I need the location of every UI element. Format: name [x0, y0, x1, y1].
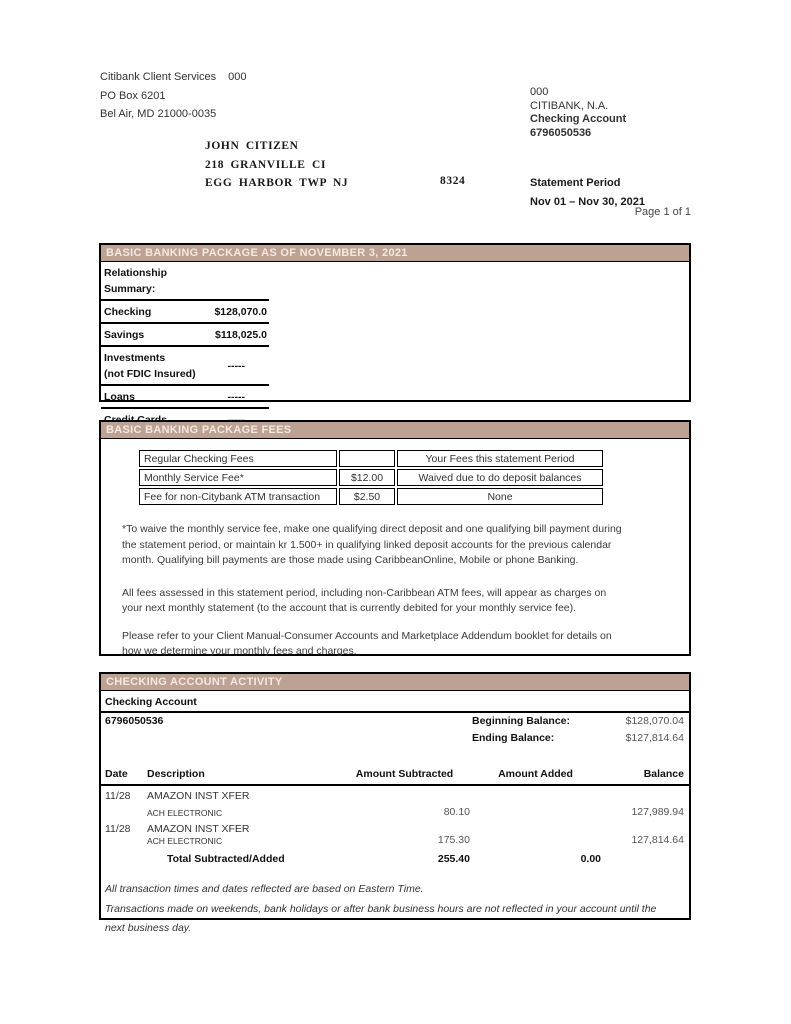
table-row — [101, 301, 269, 324]
fee-item: Fee for non-Citybank ATM transaction — [139, 488, 337, 505]
transaction-subdescription: ACH ELECTRONIC — [147, 836, 223, 846]
table-row — [139, 488, 603, 505]
recipient-address-block — [205, 137, 348, 193]
ending-balance-row — [101, 730, 689, 747]
total-subtracted: 255.40 — [437, 853, 470, 865]
col-header-description: Description — [147, 768, 205, 780]
fee-amount: $12.00 — [339, 469, 395, 486]
page-number: Page 1 of 1 — [634, 206, 691, 218]
ending-balance-label: Ending Balance: — [472, 732, 555, 744]
activity-subtitle: Checking Account — [101, 691, 689, 713]
sender-address-block — [100, 68, 247, 124]
table-row — [101, 324, 269, 347]
fee-status: Waived due to do deposit balances — [397, 469, 603, 486]
section-banking-package-fees — [99, 420, 691, 656]
beginning-balance-label: Beginning Balance: — [472, 715, 571, 727]
section-title-banking-package: BASIC BANKING PACKAGE AS OF NOVEMBER 3, 2021 — [101, 245, 689, 262]
col-header-amount-added: Amount Added — [498, 768, 573, 780]
section-title-package-fees: BASIC BANKING PACKAGE FEES — [101, 422, 689, 439]
transactions-total-row — [101, 847, 689, 866]
transactions-table — [101, 767, 689, 866]
account-number: 6796050536 — [530, 126, 592, 139]
row-label-line2: Summary: — [104, 283, 156, 295]
footnote-eastern-time: All transaction times and dates reflected are based on Eastern Time. — [105, 883, 424, 895]
transaction-balance: 127,814.64 — [631, 834, 684, 846]
beginning-balance-value: $128,070.04 — [625, 715, 684, 727]
fee-amount — [339, 450, 395, 467]
total-added: 0.00 — [580, 853, 601, 865]
transaction-subdescription: ACH ELECTRONIC — [147, 808, 223, 818]
fee-amount: $2.50 — [339, 488, 395, 505]
route-code: 8324 — [440, 175, 466, 187]
recipient-address-line2: EGG HARBOR TWP NJ — [205, 177, 349, 189]
sender-po-box: PO Box 6201 — [100, 89, 166, 102]
fees-table — [137, 448, 605, 507]
transaction-description: AMAZON INST XFER — [147, 790, 250, 802]
table-row — [139, 469, 603, 486]
sender-name: Citibank Client Services — [100, 71, 217, 83]
sender-name-line — [100, 68, 247, 87]
row-label: Relationship — [104, 267, 168, 279]
table-row — [101, 386, 269, 409]
transaction-row — [101, 786, 689, 819]
bank-name: CITIBANK, N.A. — [530, 99, 609, 112]
row-value: $118,025.0 — [215, 329, 267, 341]
fee-item: Regular Checking Fees — [139, 450, 337, 467]
row-label-line2: (not FDIC Insured) — [104, 368, 196, 380]
transaction-date: 11/28 — [105, 823, 131, 835]
section-title-account-activity: CHECKING ACCOUNT ACTIVITY — [101, 674, 689, 691]
client-manual-note: Please refer to your Client Manual-Consumer Accounts and Marketplace Addendum booklet for details on how we determine your monthly fees and charges. — [122, 629, 612, 657]
recipient-name: JOHN CITIZEN — [205, 140, 299, 152]
activity-account-number: 6796050536 — [105, 715, 164, 727]
col-header-balance: Balance — [643, 768, 684, 780]
row-value: ----- — [227, 360, 245, 372]
row-label: Checking — [104, 306, 152, 318]
recipient-address-line1: 218 GRANVILLE CI — [205, 158, 327, 171]
ending-balance-value: $127,814.64 — [625, 732, 684, 744]
fee-item: Monthly Service Fee* — [139, 469, 337, 486]
bank-account-block — [530, 86, 626, 140]
fee-status: None — [397, 488, 603, 505]
sender-code: 000 — [228, 71, 247, 83]
fee-assessment-note: All fees assessed in this statement period, including non-Caribbean ATM fees, will appear as charges on your next monthly statement (to the account that is currently debited for your monthly service fee). — [122, 586, 607, 614]
table-row — [101, 262, 269, 301]
transaction-amount-subtracted: 175.30 — [437, 834, 470, 846]
col-header-date: Date — [105, 768, 128, 780]
activity-footnotes — [105, 880, 679, 938]
account-type: Checking Account — [530, 113, 627, 125]
row-value: ----- — [227, 391, 245, 403]
total-label: Total Subtracted/Added — [167, 853, 285, 865]
statement-period-label: Statement Period — [530, 177, 621, 189]
beginning-balance-row — [101, 713, 689, 730]
table-row — [139, 450, 603, 467]
bank-code: 000 — [530, 86, 549, 98]
sender-city-line: Bel Air, MD 21000-0035 — [100, 108, 217, 120]
transaction-description: AMAZON INST XFER — [147, 823, 250, 835]
statement-period-value: Nov 01 – Nov 30, 2021 — [530, 195, 645, 208]
transaction-date: 11/28 — [105, 790, 131, 802]
row-value: $128,070.0 — [214, 306, 267, 318]
relationship-summary-table — [101, 262, 269, 430]
col-header-amount-subtracted: Amount Subtracted — [355, 768, 454, 780]
table-row — [101, 347, 269, 386]
transaction-amount-subtracted: 80.10 — [443, 806, 470, 818]
footnote-business-day: Transactions made on weekends, bank holidays or after bank business hours are not reflected in your account until the next business day. — [105, 903, 657, 934]
fee-waiver-note: *To waive the monthly service fee, make one qualifying direct deposit and one qualifying bill payment during the statement period, or maintain kr 1.500+ in qualifying linked deposit accounts for the previous calendar month. Qualifying bill payments are those made using CaribbeanOnline, Mobile or phone Banking. — [122, 523, 622, 566]
row-label: Savings — [104, 329, 145, 341]
row-label: Loans — [104, 391, 135, 403]
section-banking-package-summary — [99, 243, 691, 402]
transaction-balance: 127,989.94 — [631, 806, 684, 818]
section-checking-account-activity — [99, 672, 691, 934]
transactions-header-row — [101, 767, 689, 786]
row-label: Investments — [104, 352, 166, 364]
fee-status: Your Fees this statement Period — [397, 450, 603, 467]
transaction-row — [101, 819, 689, 847]
